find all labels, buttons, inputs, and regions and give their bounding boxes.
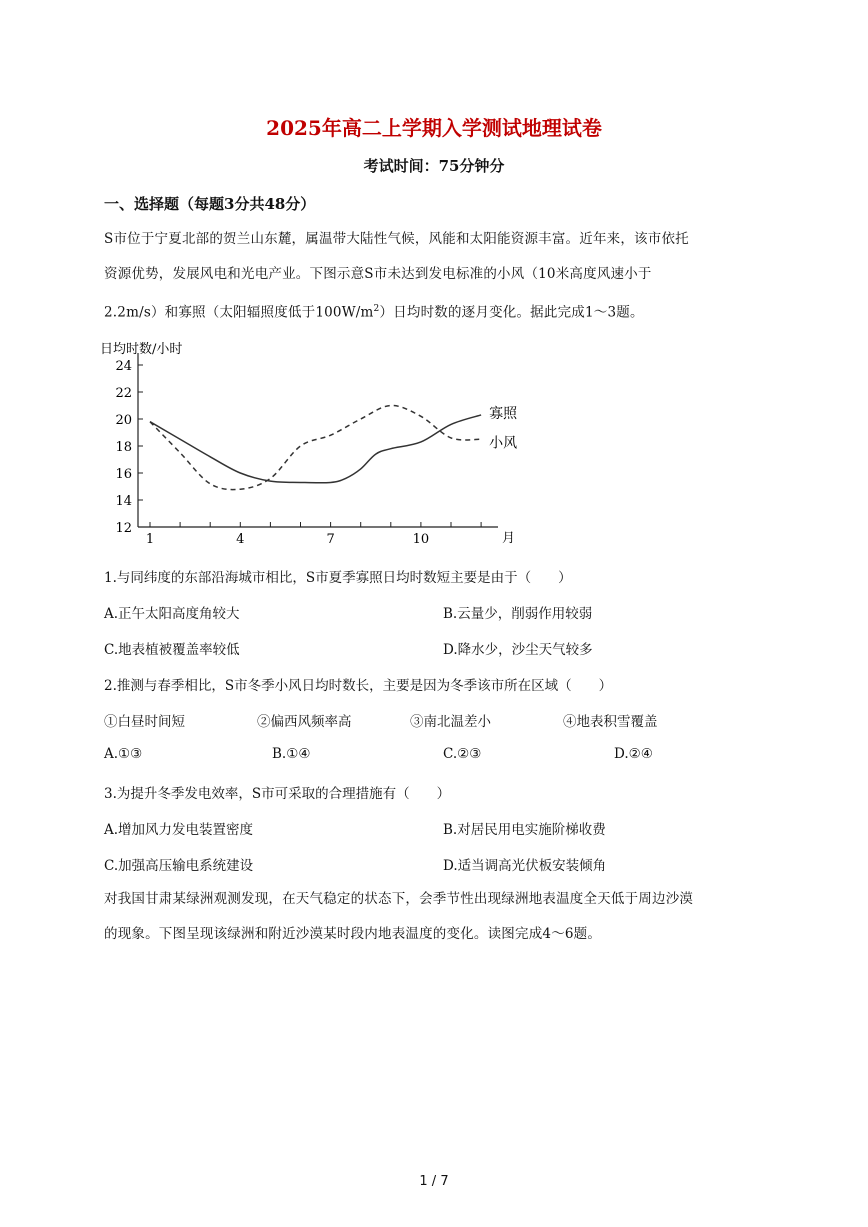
y-tick-label: 14 (115, 494, 132, 509)
q3-option-a[interactable]: A.增加风力发电装置密度 (104, 822, 254, 838)
passage-line: 对我国甘肃某绿洲观测发现，在天气稳定的状态下，会季节性出现绿洲地表温度全天低于周边沙漠 (104, 891, 694, 907)
q3-option-d[interactable]: D.适当调高光伏板安装倾角 (443, 858, 607, 874)
question-3-stem: 3.为提升冬季发电效率，S市可采取的合理措施有（ ） (104, 786, 451, 802)
chart-axes (138, 353, 498, 527)
series-line-solid (150, 415, 481, 483)
passage-line: 的现象。下图呈现该绿洲和附近沙漠某时段内地表温度的变化。读图完成4～6题。 (104, 926, 602, 942)
question-1-stem: 1.与同纬度的东部沿海城市相比，S市夏季寡照日均时数短主要是由于（ ） (104, 570, 572, 586)
q2-item-3: ③南北温差小 (410, 714, 491, 730)
q2-option-c[interactable]: C.②③ (443, 746, 482, 762)
exam-title: 2025年高二上学期入学测试地理试卷 (266, 116, 602, 140)
superscript: 2 (373, 304, 380, 314)
y-tick-label: 24 (115, 359, 132, 374)
q3-option-b[interactable]: B.对居民用电实施阶梯收费 (443, 822, 606, 838)
q2-option-a[interactable]: A.①③ (104, 746, 143, 762)
y-tick-label: 12 (115, 521, 132, 536)
series-label: 小风 (489, 435, 518, 452)
passage-1 (104, 222, 766, 331)
question-2-stem: 2.推测与春季相比，S市冬季小风日均时数长，主要是因为冬季该市所在区域（ ） (104, 678, 613, 694)
y-ticks (115, 359, 143, 536)
x-ticks (146, 522, 481, 545)
series-label: 寡照 (489, 405, 518, 422)
q2-option-d[interactable]: D.②④ (614, 746, 653, 762)
q1-option-b[interactable]: B.云量少，削弱作用较弱 (443, 606, 593, 622)
x-tick-label: 1 (145, 532, 155, 545)
q2-item-4: ④地表积雪覆盖 (563, 714, 658, 730)
x-tick-label: 10 (412, 532, 430, 545)
page-number: 1 / 7 (419, 1174, 449, 1189)
exam-duration: 考试时间：75分钟分 (363, 157, 505, 175)
series-labels (489, 405, 518, 451)
line-chart (98, 333, 538, 545)
q3-option-c[interactable]: C.加强高压输电系统建设 (104, 858, 254, 874)
passage-2 (104, 882, 766, 952)
q1-option-c[interactable]: C.地表植被覆盖率较低 (104, 642, 240, 658)
x-tick-label: 7 (326, 532, 335, 545)
q1-option-d[interactable]: D.降水少，沙尘天气较多 (443, 642, 593, 658)
x-tick-label: 4 (236, 532, 245, 545)
passage-line: S市位于宁夏北部的贺兰山东麓，属温带大陆性气候，风能和太阳能资源丰富。近年来，该市依托 (104, 231, 689, 247)
x-axis-label: 月 (502, 531, 516, 545)
y-axis-label: 日均时数/小时 (100, 342, 183, 357)
passage-line: 2.2m/s）和寡照（太阳辐照度低于$100W/m^2$）日均时数的逐月变化。据此完成1～3题。 (104, 304, 644, 321)
q2-item-2: ②偏西风频率高 (257, 714, 352, 730)
section-heading: 一、选择题（每题3分共48分） (104, 195, 316, 213)
series-line-dashed (150, 405, 481, 489)
y-tick-label: 16 (115, 467, 132, 482)
y-tick-label: 22 (115, 386, 132, 401)
q2-item-1: ①白昼时间短 (104, 714, 185, 730)
chart-series (150, 405, 481, 489)
y-tick-label: 20 (115, 413, 132, 428)
passage-line: 资源优势，发展风电和光电产业。下图示意S市未达到发电标准的小风（10米高度风速小于 (104, 266, 652, 282)
y-tick-label: 18 (115, 440, 132, 455)
q2-option-b[interactable]: B.①④ (272, 746, 311, 762)
q1-option-a[interactable]: A.正午太阳高度角较大 (104, 606, 240, 622)
